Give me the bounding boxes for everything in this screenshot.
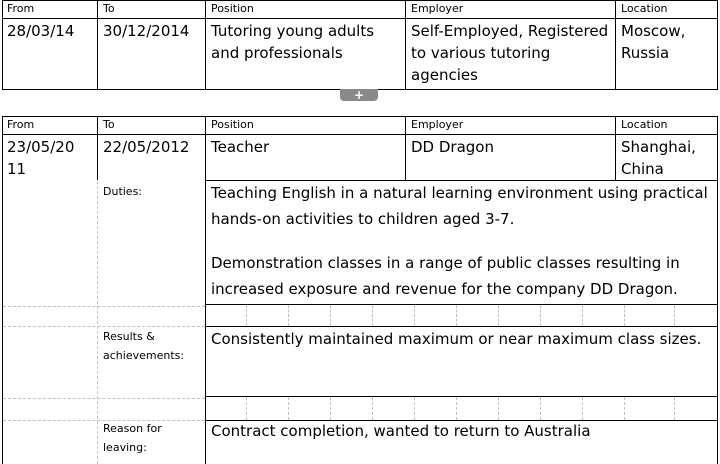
header-location: Location bbox=[621, 118, 668, 131]
reason-text[interactable]: Contract completion, wanted to return to Australia bbox=[211, 422, 591, 440]
cell-from[interactable]: 28/03/14 bbox=[7, 22, 75, 40]
header-to: To bbox=[103, 118, 115, 131]
header-to: To bbox=[103, 2, 115, 15]
header-from: From bbox=[7, 2, 35, 15]
reason-label: Reason for leaving: bbox=[103, 422, 162, 454]
cell-position[interactable]: Tutoring young adults and professionals bbox=[211, 22, 375, 62]
cell-location[interactable]: Moscow, Russia bbox=[621, 22, 686, 62]
header-from: From bbox=[7, 118, 35, 131]
results-label: Results & achievements: bbox=[103, 330, 185, 362]
header-employer: Employer bbox=[411, 2, 464, 15]
cell-to[interactable]: 30/12/2014 bbox=[103, 22, 190, 40]
header-position: Position bbox=[211, 118, 254, 131]
cell-position[interactable]: Teacher bbox=[211, 138, 270, 156]
cell-from[interactable]: 23/05/20 11 bbox=[7, 138, 75, 178]
header-location: Location bbox=[621, 2, 668, 15]
plus-icon: + bbox=[353, 88, 365, 102]
duties-paragraph-2[interactable]: Demonstration classes in a range of public classes resulting in increased exposure and revenue for the company DD Dragon. bbox=[211, 254, 680, 298]
cell-to[interactable]: 22/05/2012 bbox=[103, 138, 190, 156]
duties-label: Duties: bbox=[103, 185, 143, 198]
header-position: Position bbox=[211, 2, 254, 15]
cell-employer[interactable]: Self-Employed, Registered to various tutoring agencies bbox=[411, 22, 609, 84]
cell-employer[interactable]: DD Dragon bbox=[411, 138, 494, 156]
duties-paragraph-1[interactable]: Teaching English in a natural learning environment using practical hands-on activities to children aged 3-7. bbox=[211, 184, 708, 228]
results-text[interactable]: Consistently maintained maximum or near maximum class sizes. bbox=[211, 330, 702, 348]
cell-location[interactable]: Shanghai, China bbox=[621, 138, 696, 178]
header-employer: Employer bbox=[411, 118, 464, 131]
